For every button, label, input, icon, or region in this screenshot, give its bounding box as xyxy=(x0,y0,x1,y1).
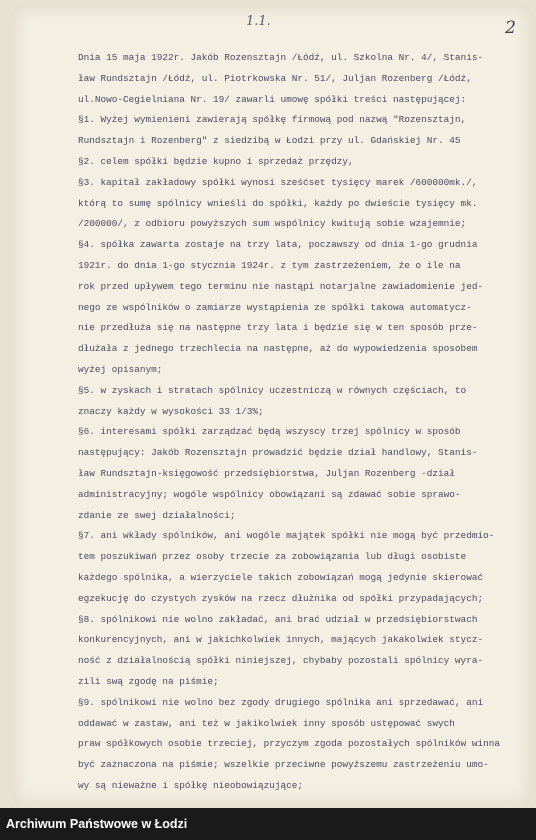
text-line: §7. ani wkłady spólników, ani wogóle majątek spółki nie mogą być przedmio- xyxy=(78,530,495,542)
text-line: dłużała z jednego trzechlecia na następne, aż do wypowiedzenia sposobem xyxy=(78,343,478,355)
text-line: konkurencyjnych, ani w jakichkolwiek innych, mających jakakolwiek stycz- xyxy=(78,634,484,646)
text-line: ność z działalnością spółki niniejszej, chybaby pozostali spólnicy wyra- xyxy=(78,655,484,667)
handwritten-annotation: 1.1. xyxy=(246,14,271,29)
text-line: nie przedłuża się na następne trzy lata i będzie się w ten sposób prze- xyxy=(78,322,478,334)
text-line: nego ze wspólników o zamiarze wystąpienia ze spółki takowa automatycz- xyxy=(78,301,472,313)
text-line: rok przed upływem tego terminu nie nastąpi notarjalne zawiadomienie jed- xyxy=(78,280,484,292)
text-line: wyżej opisanym; xyxy=(78,363,163,375)
text-line: oddawać w zastaw, ani też w jakikolwiek inny sposób ustępować swych xyxy=(78,717,455,729)
text-line: tem poszukiwań przez osoby trzecie za zobowiązania lub długi osobiste xyxy=(78,551,467,563)
typewritten-text xyxy=(78,48,518,797)
text-line: Rundsztajn i Rozenberg" z siedzibą w Łodzi przy ul. Gdańskiej Nr. 45 xyxy=(78,135,461,147)
text-line: §1. Wyżej wymienieni zawierają spółkę firmową pod nazwą "Rozensztajn, xyxy=(78,114,467,126)
text-line: zili swą zgodę na piśmie; xyxy=(78,675,219,687)
text-line: §3. kapitał zakładowy spółki wynosi sześćset tysięcy marek /600000mk./, xyxy=(78,176,478,188)
text-line: §6. interesami spółki zarządzać będą wszyscy trzej spólnicy w sposób xyxy=(78,426,461,438)
text-line: egzekucję do czystych zysków na rzecz dłużnika od spółki przypadających; xyxy=(78,592,484,604)
text-line: §5. w zyskach i stratach spólnicy uczestniczą w równych częściach, to xyxy=(78,384,467,396)
text-line: Dnia 15 maja 1922r. Jakób Rozensztajn /Łódź, ul. Szkolna Nr. 4/, Stanis- xyxy=(78,52,484,63)
text-line: praw spółkowych osobie trzeciej, przyczym zgoda pozostałych spólników winna xyxy=(78,738,500,750)
text-line: którą to sumę spólnicy wnieśli do spółki, każdy po dwieście tysięcy mk. xyxy=(78,197,478,209)
text-line: następujący: Jakób Rozensztajn prowadzić będzie dział handlowy, Stanis- xyxy=(78,447,478,459)
text-line: administracyjny; wogóle wspólnicy obowiązani są zdawać sobie sprawo- xyxy=(78,488,461,500)
text-line: ław Rundsztajn-księgowość przedsiębiorstwa, Juljan Rozenberg -dział xyxy=(78,467,455,479)
text-line: znaczy każdy w wysokości 33 1/3%; xyxy=(78,405,264,417)
text-line: każdego spólnika, a wierzyciele takich zobowiązań mogą jedynie skierować xyxy=(78,571,484,583)
text-line: ław Rundsztajn /Łódź, ul. Piotrkowska Nr. 51/, Juljan Rozenberg /Łódź, xyxy=(78,72,472,84)
text-line: §9. spólnikowi nie wolno bez zgody drugiego spólnika ani sprzedawać, ani xyxy=(78,696,484,708)
text-line: 1921r. do dnia 1-go stycznia 1924r. z tym zastrzeżeniem, że o ile na xyxy=(78,259,461,271)
text-line: zdanie ze swej działalności; xyxy=(78,509,236,521)
text-line: §4. spółka zawarta zostaje na trzy lata, poczawszy od dnia 1-go grudnia xyxy=(78,239,478,251)
archive-footer xyxy=(0,808,536,840)
page-number: 2 xyxy=(505,18,516,38)
text-line: ul.Nowo-Cegielniana Nr. 19/ zawarli umowę spółki treści następującej: xyxy=(78,93,467,105)
text-line: §8. spólnikowi nie wolno zakładać, ani brać udział w przedsiębiorstwach xyxy=(78,613,478,625)
text-line: być zaznaczona na piśmie; wszelkie przeciwne powyższemu zastrzeżeniu umo- xyxy=(78,759,489,771)
text-line: /200000/, z odbioru powyższych sum wspólnicy kwitują sobie wzajemnie; xyxy=(78,218,467,230)
text-line: wy są nieważne i spółkę nieobowiązujące; xyxy=(78,779,304,791)
archive-name: Archiwum Państwowe w Łodzi xyxy=(6,817,188,831)
document-page xyxy=(14,6,530,804)
text-line: §2. celem spółki będzie kupno i sprzedaż przędzy, xyxy=(78,155,354,167)
